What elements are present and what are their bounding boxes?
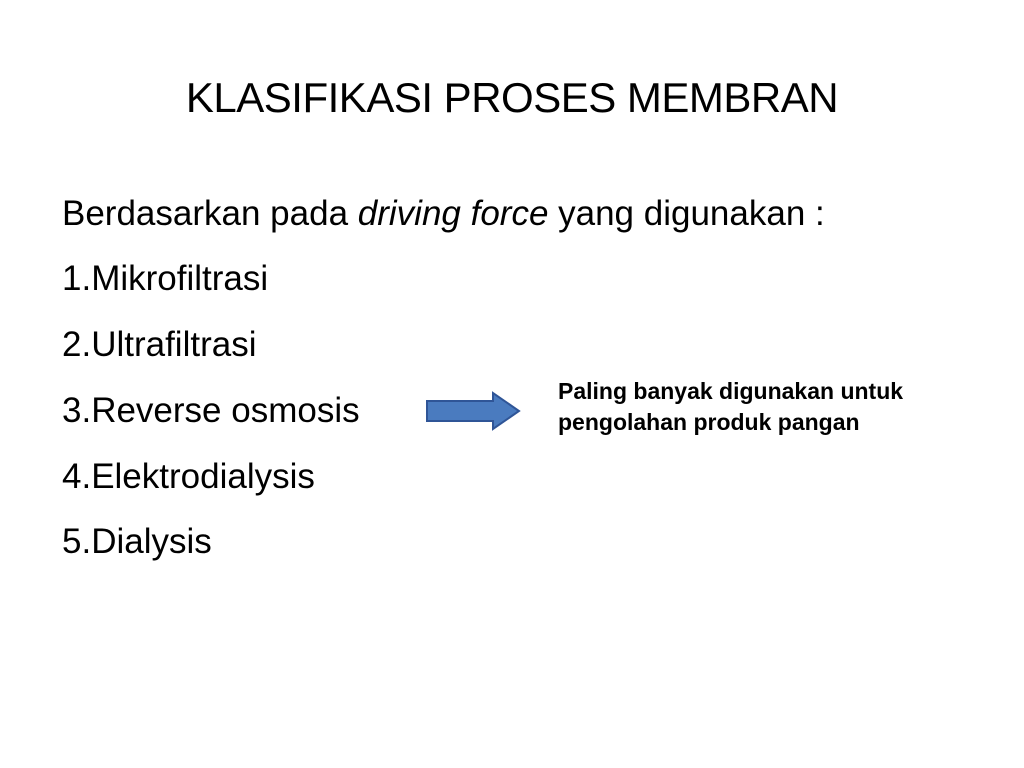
list-item-reverse-osmosis: 3.Reverse osmosis [62, 391, 360, 430]
slide-title: KLASIFIKASI PROSES MEMBRAN [185, 74, 839, 121]
callout-line-2: pengolahan produk pangan [558, 409, 860, 435]
list-item-elektrodialysis: 4.Elektrodialysis [62, 457, 315, 496]
callout-line-1: Paling banyak digunakan untuk [558, 378, 904, 404]
callout-note [558, 376, 998, 438]
intro-emphasis: driving force [357, 194, 549, 233]
list-item-ultrafiltrasi: 2.Ultrafiltrasi [62, 325, 257, 364]
intro-prefix: Berdasarkan pada [62, 194, 358, 233]
list-item-mikrofiltrasi: 1.Mikrofiltrasi [62, 259, 269, 298]
right-arrow-icon [425, 391, 521, 431]
list-item-dialysis: 5.Dialysis [62, 522, 212, 561]
intro-suffix: yang digunakan : [548, 194, 825, 233]
intro-text [62, 192, 825, 236]
